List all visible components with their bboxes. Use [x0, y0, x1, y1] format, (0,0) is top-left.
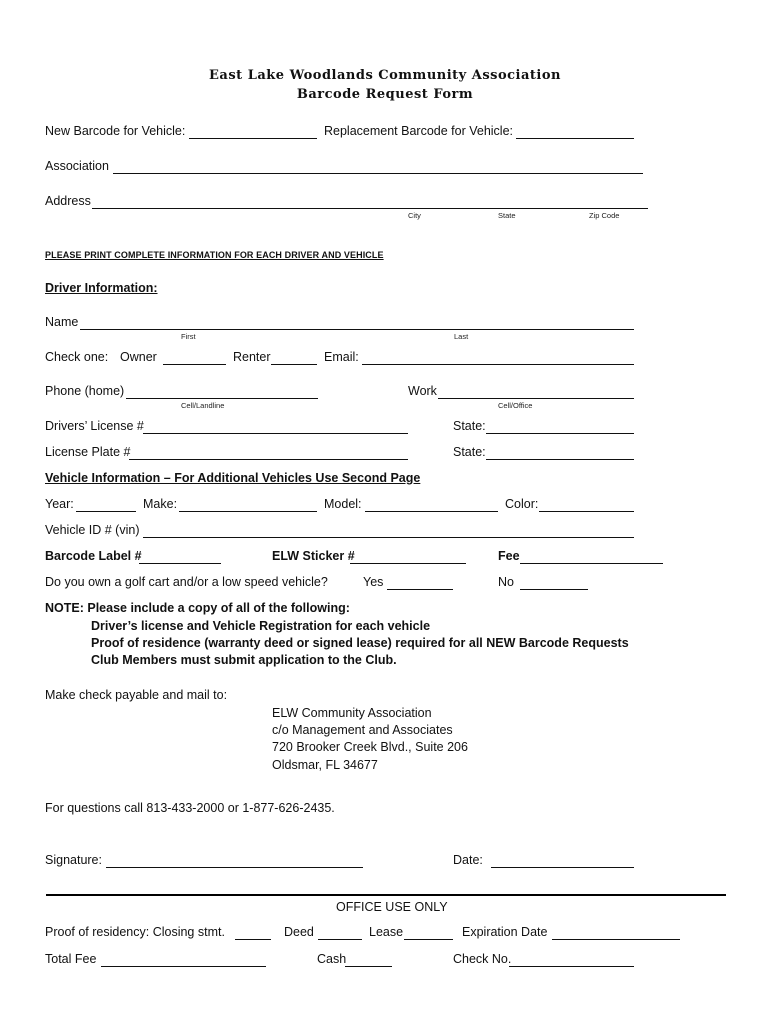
- deed-label: Deed: [284, 925, 314, 939]
- owner-field[interactable]: [163, 364, 226, 365]
- make-field[interactable]: [179, 511, 317, 512]
- mail-address-line: 720 Brooker Creek Blvd., Suite 206: [272, 740, 468, 754]
- date-label: Date:: [453, 853, 483, 867]
- proof-residency-label: Proof of residency: Closing stmt.: [45, 925, 225, 939]
- renter-field[interactable]: [271, 364, 317, 365]
- golf-cart-yes-field[interactable]: [387, 589, 453, 590]
- phone-home-field[interactable]: [126, 398, 318, 399]
- first-caption: First: [181, 332, 196, 341]
- vin-label: Vehicle ID # (vin): [45, 523, 140, 537]
- mail-address-line: c/o Management and Associates: [272, 723, 453, 737]
- driver-information-heading: Driver Information:: [45, 281, 158, 295]
- lease-field[interactable]: [404, 939, 453, 940]
- fee-field[interactable]: [520, 563, 663, 564]
- city-caption: City: [408, 211, 421, 220]
- plate-state-field[interactable]: [486, 459, 634, 460]
- check-no-label: Check No.: [453, 952, 512, 966]
- year-label: Year:: [45, 497, 74, 511]
- association-field[interactable]: [113, 173, 643, 174]
- renter-label: Renter: [233, 350, 271, 364]
- barcode-label-label: Barcode Label #: [45, 549, 142, 563]
- expiration-date-field[interactable]: [552, 939, 680, 940]
- golf-cart-no-field[interactable]: [520, 589, 588, 590]
- questions-contact: For questions call 813-433-2000 or 1-877-626-2435.: [45, 801, 335, 815]
- association-label: Association: [45, 159, 109, 173]
- vin-field[interactable]: [143, 537, 634, 538]
- new-barcode-label: New Barcode for Vehicle:: [45, 124, 186, 138]
- print-instruction: PLEASE PRINT COMPLETE INFORMATION FOR EACH DRIVER AND VEHICLE: [45, 250, 384, 260]
- lease-label: Lease: [369, 925, 404, 939]
- last-caption: Last: [454, 332, 469, 341]
- fee-label: Fee: [498, 549, 520, 563]
- note-item: Club Members must submit application to the Club.: [91, 653, 397, 667]
- make-label: Make:: [143, 497, 178, 511]
- license-plate-label: License Plate #: [45, 445, 131, 459]
- model-field[interactable]: [365, 511, 498, 512]
- cash-field[interactable]: [345, 966, 392, 967]
- cell-office-caption: Cell/Office: [498, 401, 533, 410]
- color-label: Color:: [505, 497, 539, 511]
- drivers-license-field[interactable]: [143, 433, 408, 434]
- elw-sticker-label: ELW Sticker #: [272, 549, 355, 563]
- license-state-field[interactable]: [486, 433, 634, 434]
- deed-field[interactable]: [318, 939, 362, 940]
- replacement-barcode-field[interactable]: [516, 138, 634, 139]
- replacement-barcode-label: Replacement Barcode for Vehicle:: [324, 124, 513, 138]
- closing-stmt-field[interactable]: [235, 939, 271, 940]
- year-field[interactable]: [76, 511, 136, 512]
- check-one-label: Check one:: [45, 350, 109, 364]
- form-title-barcode: Barcode Request Form: [296, 87, 474, 102]
- email-field[interactable]: [362, 364, 634, 365]
- license-plate-field[interactable]: [129, 459, 408, 460]
- mail-address-line: ELW Community Association: [272, 706, 432, 720]
- zip-caption: Zip Code: [589, 211, 620, 220]
- address-label: Address: [45, 194, 91, 208]
- total-fee-field[interactable]: [101, 966, 266, 967]
- office-use-divider: [46, 894, 726, 896]
- golf-cart-yes-label: Yes: [363, 575, 384, 589]
- note-item: Proof of residence (warranty deed or signed lease) required for all NEW Barcode Requests: [91, 636, 629, 650]
- work-phone-field[interactable]: [438, 398, 634, 399]
- form-title-association: East Lake Woodlands Community Association: [209, 68, 561, 83]
- drivers-license-label: Drivers’ License #: [45, 419, 144, 433]
- vehicle-information-heading: Vehicle Information – For Additional Vehicles Use Second Page: [45, 471, 421, 485]
- cell-landline-caption: Cell/Landline: [181, 401, 225, 410]
- owner-label: Owner: [120, 350, 157, 364]
- phone-home-label: Phone (home): [45, 384, 125, 398]
- work-label: Work: [408, 384, 437, 398]
- barcode-label-field[interactable]: [139, 563, 221, 564]
- date-field[interactable]: [491, 867, 634, 868]
- cash-label: Cash: [317, 952, 347, 966]
- address-field[interactable]: [92, 208, 648, 209]
- state-caption: State: [498, 211, 516, 220]
- mail-address-line: Oldsmar, FL 34677: [272, 758, 378, 772]
- name-label: Name: [45, 315, 79, 329]
- golf-cart-no-label: No: [498, 575, 514, 589]
- color-field[interactable]: [539, 511, 634, 512]
- signature-label: Signature:: [45, 853, 102, 867]
- new-barcode-field[interactable]: [189, 138, 317, 139]
- name-field[interactable]: [80, 329, 634, 330]
- plate-state-label: State:: [453, 445, 486, 459]
- email-label: Email:: [324, 350, 359, 364]
- office-use-heading: OFFICE USE ONLY: [336, 900, 448, 914]
- expiration-date-label: Expiration Date: [462, 925, 548, 939]
- license-state-label: State:: [453, 419, 486, 433]
- signature-field[interactable]: [106, 867, 363, 868]
- note-item: Driver’s license and Vehicle Registration for each vehicle: [91, 619, 431, 633]
- golf-cart-question: Do you own a golf cart and/or a low speed vehicle?: [45, 575, 328, 589]
- mail-to-label: Make check payable and mail to:: [45, 688, 228, 702]
- total-fee-label: Total Fee: [45, 952, 97, 966]
- note-heading: NOTE: Please include a copy of all of the following:: [45, 601, 350, 615]
- model-label: Model:: [324, 497, 362, 511]
- check-no-field[interactable]: [509, 966, 634, 967]
- elw-sticker-field[interactable]: [350, 563, 466, 564]
